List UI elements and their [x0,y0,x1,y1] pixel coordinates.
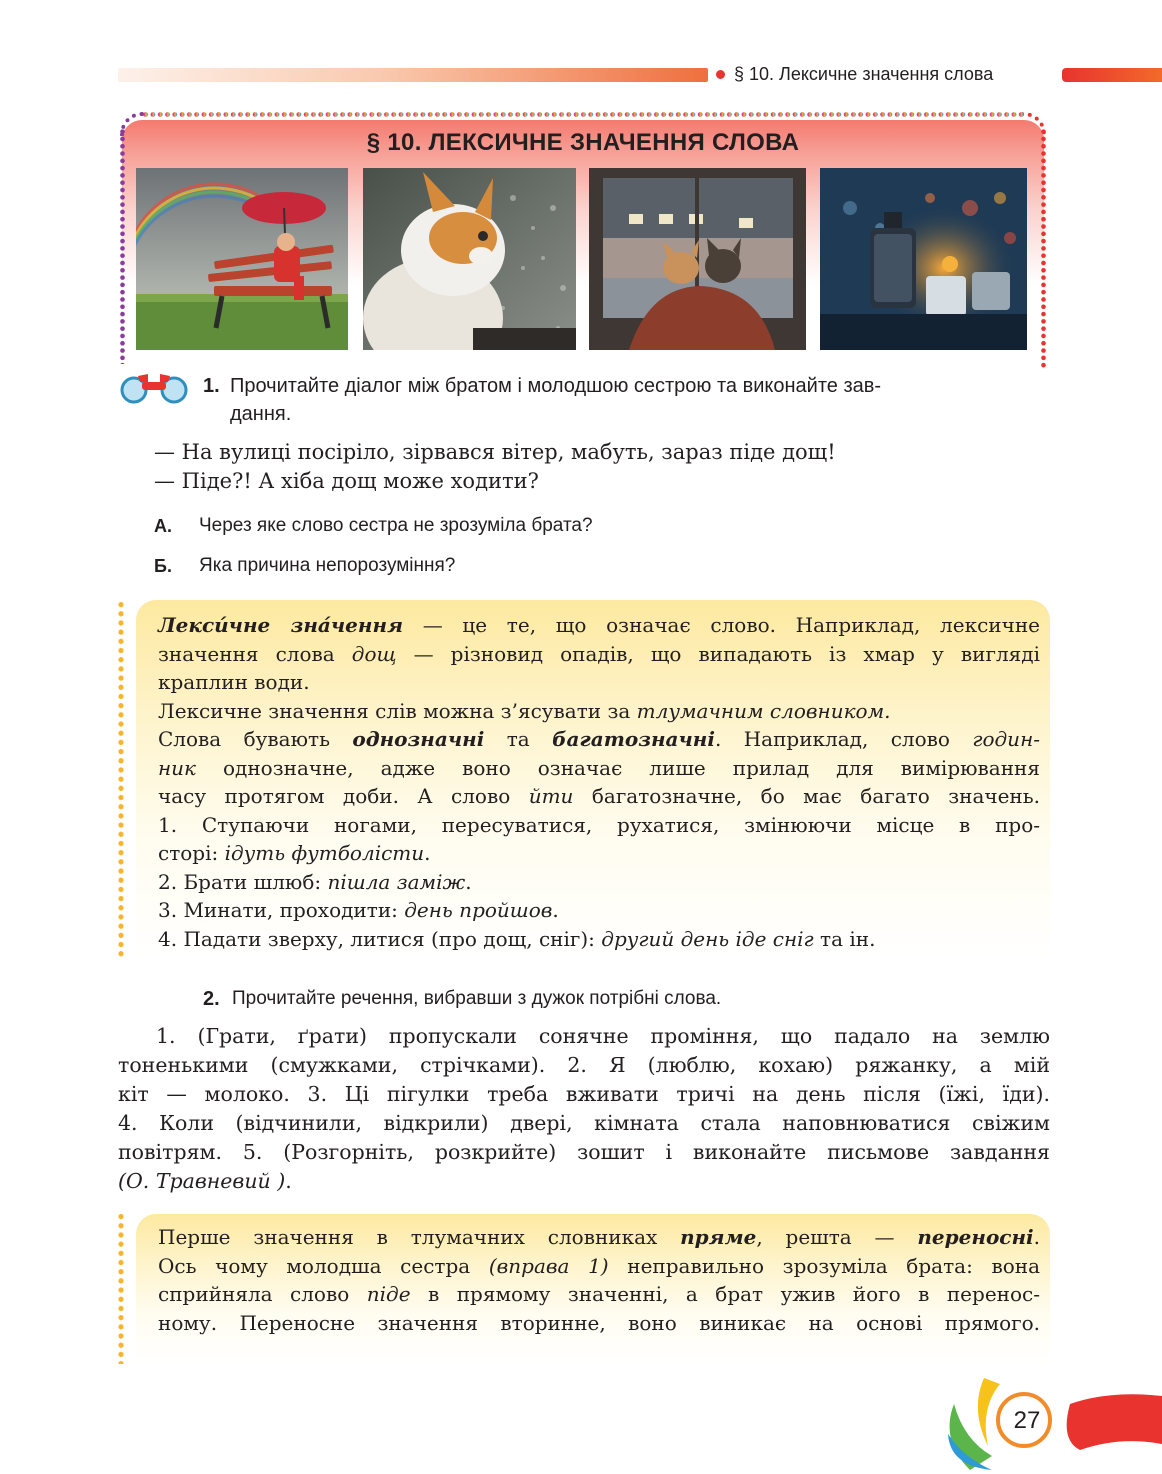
frame-dotted-border-left [120,128,125,364]
header-bullet-icon [716,70,725,79]
kitten-at-rainy-window-photo [363,168,576,350]
exercise-2-number: 2. [203,988,220,1010]
info-line: 1. Ступаючи ногами, пересуватися, рухатися, змінюючи місце в про- [158,812,1040,837]
question-a-letter: А. [154,516,172,536]
frame-dotted-border-top [142,112,1024,117]
info-line: 4. Падати зверху, литися (про дощ, сніг): другий день іде сніг та ін. [158,926,876,951]
info-line: краплин води. [158,670,310,694]
info-line: Ось чому молодша сестра (вправа 1) неправильно зрозуміла брата: вона [158,1253,1040,1278]
sentence-line: повітрям. 5. (Розгорніть, розкрийте) зошит і виконайте письмове завдання [118,1140,1050,1164]
question-b-text: Яка причина непорозуміння? [199,555,456,576]
teapot-and-cups-at-rainy-window-photo [820,168,1027,350]
page-number: 27 [1013,1407,1041,1434]
info-line: ник однозначне, адже воно означає лише прилад для вимірювання [158,755,1040,780]
info-box-1-text [158,611,1040,953]
exercise-1-instruction-line-1: Прочитайте діалог між братом і молодшою сестрою та виконайте зав- [230,375,882,397]
sentence-line: (О. Травневий ). [118,1169,292,1193]
info-line: Перше значення в тлумачних словниках пряме, решта — переносні. [158,1225,1040,1249]
binoculars-icon [118,370,190,404]
info-line: сприйняла слово піде в прямому значенні, а брат ужив його в перенос- [158,1282,1040,1306]
author-attribution: (О. Травневий ) [118,1169,286,1193]
info-box-2-text [158,1223,1040,1337]
exercise-1-instruction-line-2: дання. [230,403,292,425]
info-line: Лексичне значення слів можна з’ясувати за тлумачним словником. [158,698,891,723]
exercise-2-sentences [118,1022,1050,1196]
info-line: значення слова дощ — різновид опадів, що випадають із хмар у вигляді [158,641,1041,666]
info-box-2-dotted-border [118,1212,124,1364]
dialogue-line-2: — Піде?! А хіба дощ може ходити? [154,469,539,493]
exercise-1-instruction [230,372,881,428]
info-line: 2. Брати шлюб: пішла заміж. [158,869,472,894]
page-corner-decoration [940,1370,1162,1474]
info-line: Слова бувають однозначні та багатозначні. Наприклад, слово годин- [158,727,1040,751]
term-lexical-meaning: Лекси́чне зна́чення [158,613,403,637]
child-with-umbrella-on-bench-photo [136,168,348,350]
sentence-line: 4. Коли (відчинили, відкрили) двері, кімната стала наповнюватися свіжим [118,1111,1050,1135]
info-line: 3. Минати, проходити: день пройшов. [158,898,559,922]
frame-dotted-border-right [1041,128,1046,368]
paragraph-title: § 10. ЛЕКСИЧНЕ ЗНАЧЕННЯ СЛОВА [366,129,800,156]
two-cats-at-rainy-window-photo [589,168,806,350]
sentence-line: кіт — молоко. 3. Ці пігулки треба вживати тричі на день після (їжі, їди). [118,1082,1050,1106]
info-line: часу протягом доби. А слово йти багатозначне, бо має багато значень. [158,784,1040,808]
exercise-1-number: 1. [203,375,220,397]
info-line: Лекси́чне зна́чення — це те, що означає слово. Наприклад, лексичне [158,613,1040,637]
exercise-2-instruction: Прочитайте речення, вибравши з дужок потрібні слова. [232,988,722,1009]
question-b-letter: Б. [154,556,172,576]
header-gradient-bar [118,68,708,82]
header-accent-bar [1062,68,1162,82]
sentence-line: тоненькими (смужками, стрічками). 2. Я (люблю, кохаю) ряжанку, а мій [118,1053,1050,1077]
sentence-line: 1. (Грати, ґрати) пропускали сонячне проміння, що падало на землю [156,1024,1050,1048]
running-header-title: § 10. Лексичне значення слова [734,64,994,84]
info-box-1-dotted-border [118,600,124,960]
info-line: ному. Переносне значення вторинне, воно виникає на основі прямого. [158,1310,1040,1335]
dialogue-line-1: — На вулиці посіріло, зірвався вітер, мабуть, зараз піде дощ! [154,440,836,464]
info-line: сторі: ідуть футболісти. [158,841,431,865]
question-a-text: Через яке слово сестра не зрозуміла брата? [199,515,593,536]
